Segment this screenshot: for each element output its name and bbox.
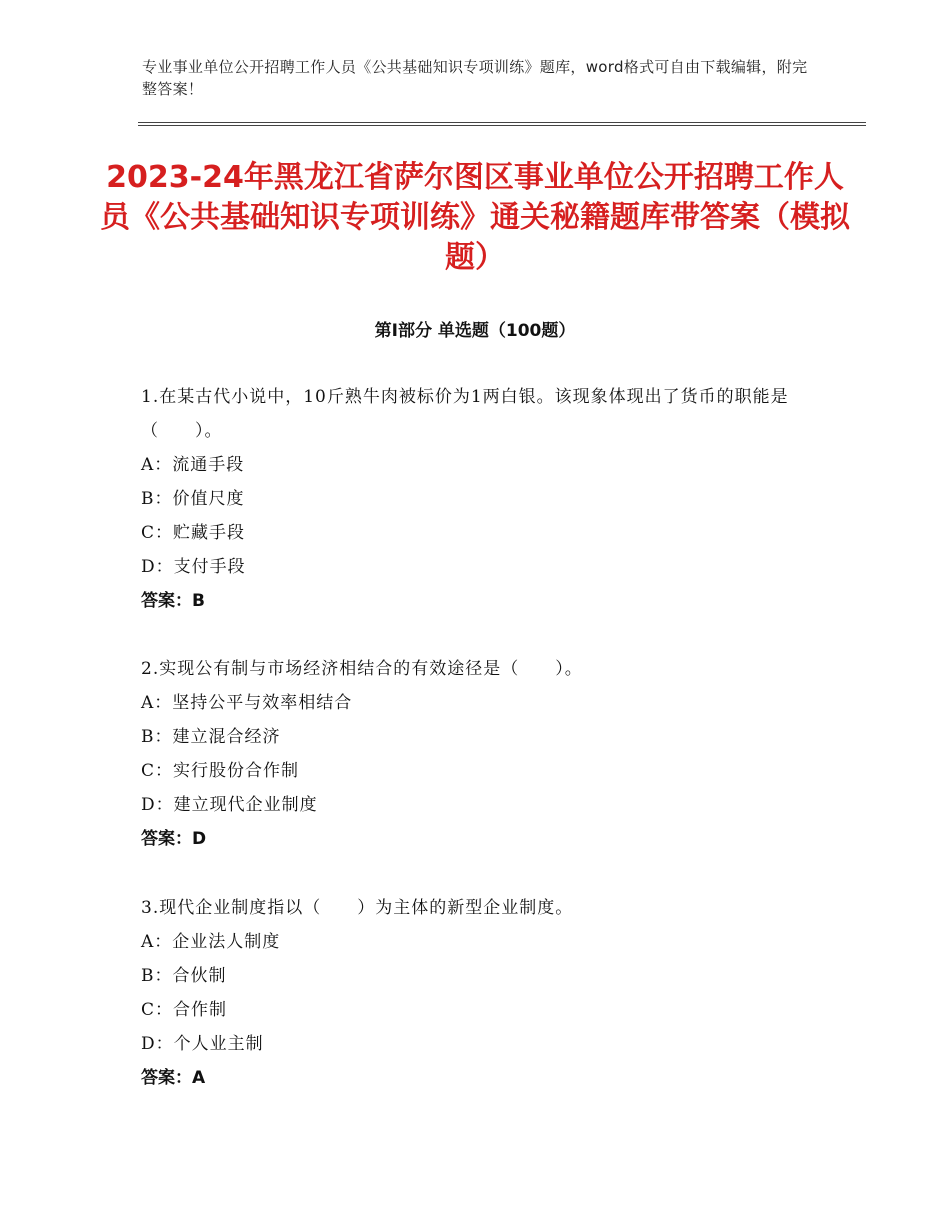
option-c: C：合作制 — [141, 1000, 228, 1020]
option-a: A：流通手段 — [141, 455, 245, 475]
header-rule-top — [138, 122, 866, 123]
question-1 — [141, 380, 841, 618]
option-d: D：支付手段 — [141, 557, 246, 577]
option-d: D：个人业主制 — [141, 1034, 264, 1054]
question-2 — [141, 652, 841, 856]
answer: 答案：A — [141, 1068, 206, 1088]
header-rule-bottom — [138, 125, 866, 126]
question-stem: 2.实现公有制与市场经济相结合的有效途径是（ ）。 — [141, 659, 583, 679]
question-stem: 3.现代企业制度指以（ ）为主体的新型企业制度。 — [141, 898, 574, 918]
question-3 — [141, 891, 841, 1095]
option-b: B：价值尺度 — [141, 489, 245, 509]
answer: 答案：D — [141, 829, 207, 849]
option-d: D：建立现代企业制度 — [141, 795, 318, 815]
question-stem: 1.在某古代小说中，10斤熟牛肉被标价为1两白银。该现象体现出了货币的职能是（ ）。 — [141, 387, 789, 441]
option-c: C：实行股份合作制 — [141, 761, 300, 781]
page-title: 2023-24年黑龙江省萨尔图区事业单位公开招聘工作人员《公共基础知识专项训练》通关秘籍题库带答案（模拟题） — [100, 160, 850, 275]
option-b: B：建立混合经济 — [141, 727, 281, 747]
section-title: 第Ⅰ部分 单选题（100题） — [374, 321, 576, 341]
option-a: A：企业法人制度 — [141, 932, 281, 952]
option-a: A：坚持公平与效率相结合 — [141, 693, 353, 713]
answer: 答案：B — [141, 591, 205, 611]
header-note: 专业事业单位公开招聘工作人员《公共基础知识专项训练》题库，word格式可自由下载编辑，附完整答案！ — [142, 58, 808, 98]
option-c: C：贮藏手段 — [141, 523, 246, 543]
option-b: B：合伙制 — [141, 966, 227, 986]
